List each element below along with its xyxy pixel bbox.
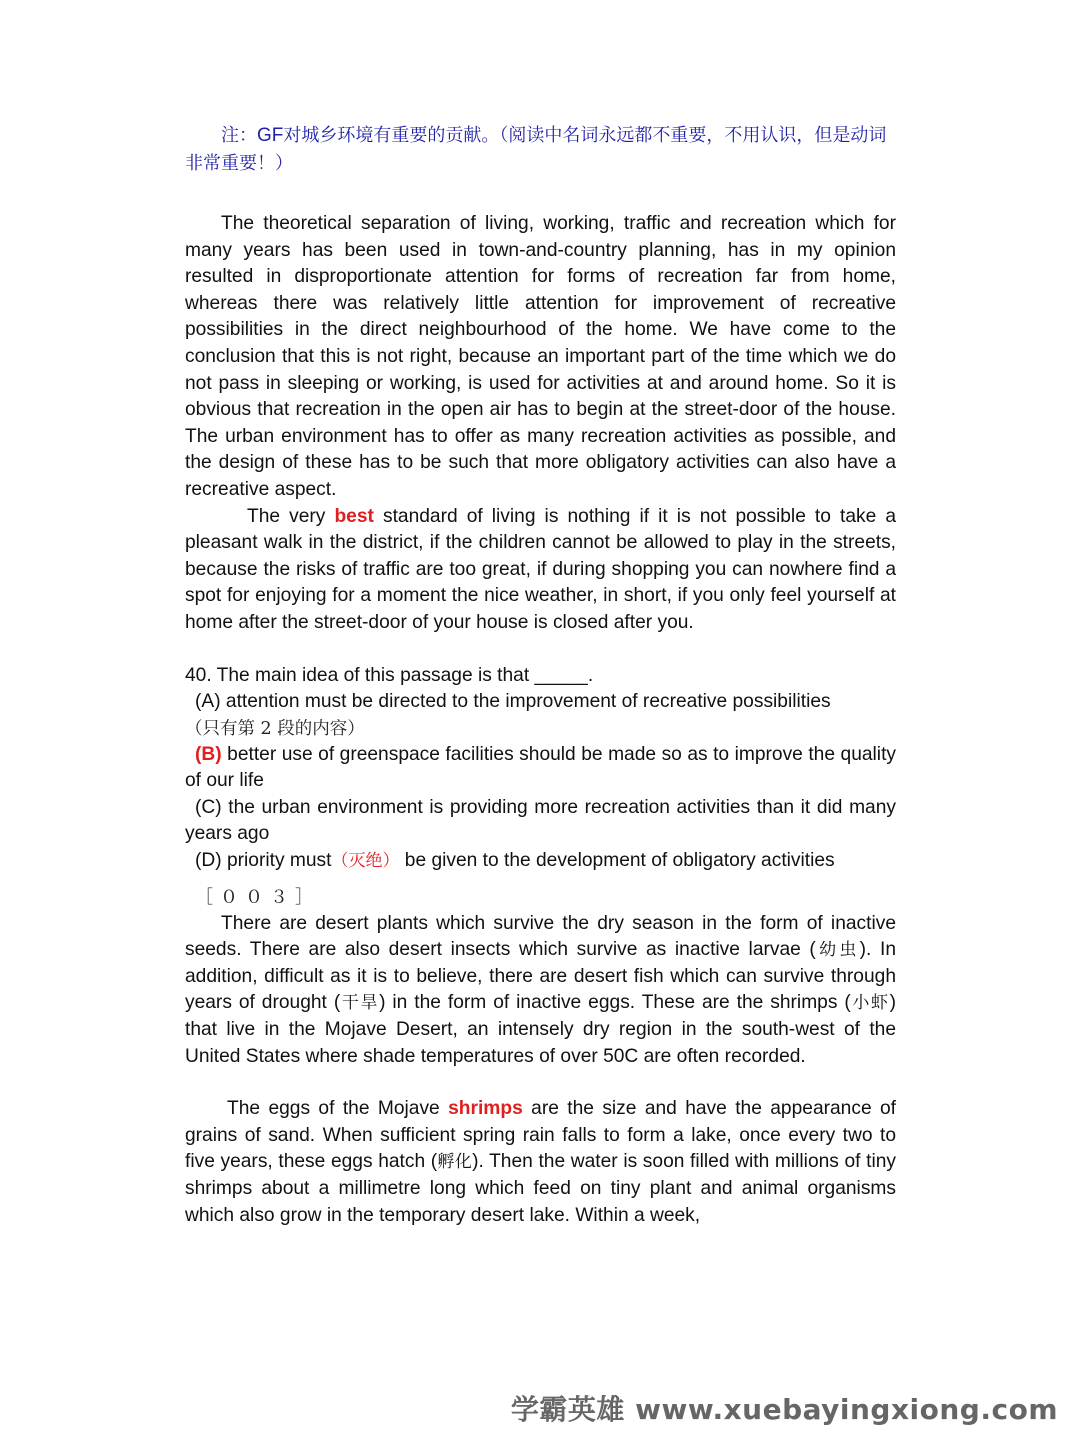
highlight-shrimps: shrimps — [448, 1098, 523, 1120]
option-b-text: better use of greenspace facilities should be made so as to improve the quality of our life — [185, 743, 896, 792]
para2-before: The very — [247, 505, 335, 527]
passage1-paragraph2 — [185, 504, 896, 637]
section-code: ［００３］ — [195, 886, 320, 908]
option-d-note: （灭绝） — [331, 851, 400, 872]
p2-part-a: The eggs of the Mojave — [227, 1098, 449, 1120]
p1-part-c: ) in the form of inactive eggs. These are the shrimps ( — [379, 992, 851, 1014]
option-b-label: (B) — [195, 743, 222, 765]
passage1-paragraph1: The theoretical separation of living, working, traffic and recreation which for many years has been used in town-and-country planning, has in my opinion resulted in disproportionate attention for forms of recreation far from home, whereas there was relatively little attention for improvement of recreative possibilities in the direct neighbourhood of the home. We have come to the conclusion that this is not right, because an important part of the time which we do not pass in sleeping or working, is used for activities at and around home. So it is obvious that recreation in the open air has to begin at the street-door of the house. The urban environment has to offer as many recreation activities as possible, and the design of these has to be such that more obligatory activities can also have a recreative aspect. — [185, 213, 896, 500]
p1-part-d: ) that live in the Mojave Desert, an intensely dry region in the south-west of the United States where shade temperatures of over 50C are often recorded. — [185, 992, 897, 1067]
passage2-paragraph2 — [185, 1096, 896, 1229]
site-watermark — [511, 1388, 1058, 1428]
cjk-larvae: 幼虫 — [815, 940, 860, 961]
option-a: (A) attention must be directed to the improvement of recreative possibilities — [195, 691, 831, 713]
p1-part-b: ). In addition, difficult as it is to believe, there are desert fish which can survive through years of drought ( — [185, 939, 896, 1014]
cjk-hatch: 孵化 — [437, 1152, 473, 1173]
p2-part-c: ). Then the water is soon filled with millions of tiny shrimps about a millimetre long which feed on tiny plant and animal organisms which also grow in the temporary desert lake. Within a week, — [185, 1151, 897, 1226]
question-40 — [185, 663, 896, 875]
site-url: www.xuebayingxiong.com — [635, 1393, 1058, 1426]
site-name-cn: 学霸英雄 — [510, 1393, 625, 1426]
highlight-best: best — [334, 505, 374, 527]
cjk-shrimps: 小虾 — [850, 993, 890, 1014]
document-page — [185, 122, 896, 1229]
note-text: 对城乡环境有重要的贡献。（阅读中名词永远都不重要，不用认识，但是动词非常重要！） — [185, 125, 887, 174]
option-d — [185, 848, 896, 875]
teacher-note — [185, 122, 896, 178]
option-d-after: be given to the development of obligatory activities — [399, 850, 835, 872]
option-c: (C) the urban environment is providing more recreation activities than it did many years ago — [185, 796, 896, 845]
question-stem: 40. The main idea of this passage is that _____. — [185, 664, 594, 686]
p2-part-b: are the size and have the appearance of grains of sand. When sufficient spring rain falls to form a lake, once every two to five years, these eggs hatch ( — [185, 1098, 896, 1173]
note-prefix: 注： — [221, 125, 257, 146]
option-d-before: (D) priority must — [195, 850, 332, 872]
p1-part-a: There are desert plants which survive the dry season in the form of inactive seeds. There are also desert insects which survive as inactive larvae ( — [185, 912, 896, 961]
option-a-note: （只有第 2 段的内容） — [185, 718, 365, 739]
note-brand: GF — [257, 125, 284, 146]
cjk-drought: 干旱 — [340, 993, 380, 1014]
passage2-paragraph1 — [185, 911, 896, 1071]
para2-after: standard of living is nothing if it is not possible to take a pleasant walk in the district, if the children cannot be allowed to play in the streets, because the risks of traffic are too great, if during shopping you can nowhere find a spot for enjoying for a moment the nice weather, in short, if you only feel yourself at home after the street-door of your house is closed after you. — [185, 505, 896, 633]
option-b — [185, 742, 896, 795]
